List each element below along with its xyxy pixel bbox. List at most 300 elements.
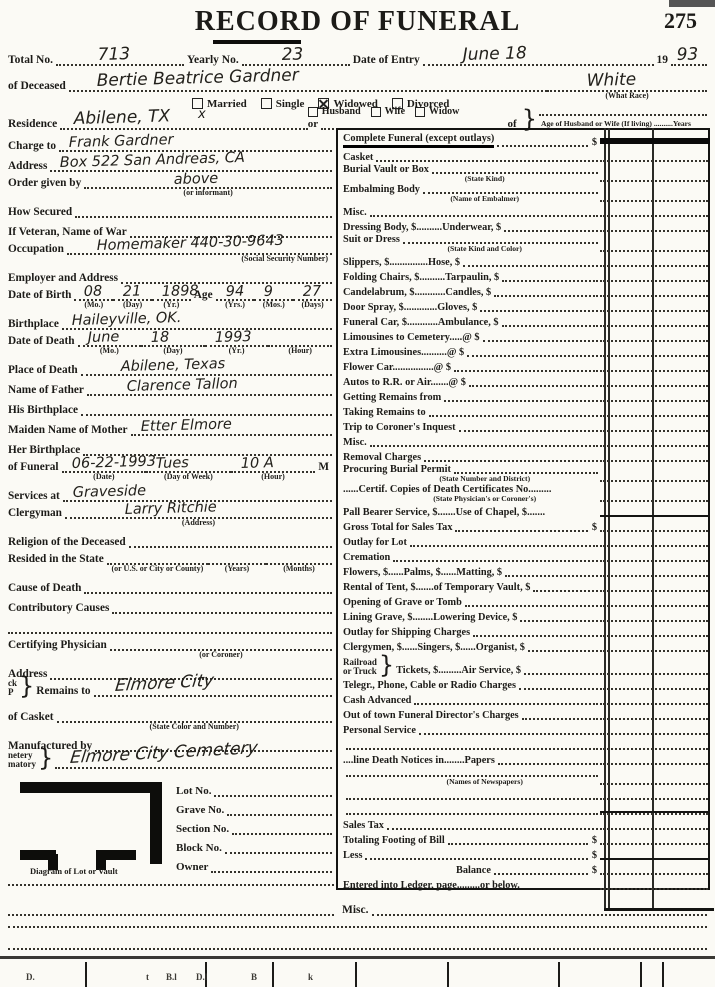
deceased-row [8, 65, 707, 100]
dotted-leader [502, 325, 598, 327]
charge-label: Flower Car................@ $ [343, 362, 451, 373]
field-label: Age [193, 289, 213, 301]
charge-item [338, 582, 600, 593]
field-row-order-given-by [8, 172, 332, 198]
field-line [232, 833, 332, 835]
field-row-clergyman [8, 499, 332, 528]
charge-item [338, 820, 600, 831]
charge-item [338, 880, 600, 891]
charge-item [338, 522, 600, 533]
dotted-leader [424, 460, 598, 462]
yearly-no-label: Yearly No. [186, 54, 239, 66]
field-sublabel: (Mo.) [99, 346, 119, 355]
field-line [211, 871, 332, 873]
field-label: Clergyman [8, 507, 62, 519]
misc-line [372, 914, 707, 916]
charge-label: Outlay for Lot [343, 537, 407, 548]
field-row-owner [176, 854, 332, 873]
dotted-leader [393, 560, 598, 562]
dotted-leader [455, 530, 587, 532]
race-value: White [586, 69, 637, 91]
handwritten-mother: Etter Elmore [140, 416, 232, 435]
dotted-leader [454, 370, 598, 372]
brace-label: Railroad [343, 657, 377, 667]
brace-label: ck [8, 678, 17, 688]
charge-label: Outlay for Shipping Charges [343, 627, 471, 638]
handwritten-date-of-death: June [87, 329, 120, 346]
charge-item [338, 184, 600, 203]
yearly-no-value: 23 [281, 44, 304, 65]
charge-label: Casket [343, 152, 374, 163]
handwritten-funeral: 10 A [240, 455, 274, 472]
field-row-cause-of-death [8, 574, 332, 594]
charge-label: Door Spray, $.............Gloves, $ [343, 302, 478, 313]
charge-row [338, 876, 708, 891]
charge-sublabel: (State Number and District) [439, 474, 531, 483]
spouse-brace: } [521, 105, 537, 133]
handwritten-birthplace: Haileyville, OK. [71, 309, 182, 329]
dotted-leader [465, 605, 598, 607]
charge-label: Entered into Ledger, page.........or below. [343, 880, 520, 891]
amount-cell [600, 763, 708, 785]
charge-item [338, 464, 600, 483]
dotted-leader [346, 748, 598, 750]
field-label: Grave No. [176, 804, 225, 816]
field-row-funeral [8, 453, 332, 482]
cemetery-diagram-block [8, 778, 332, 874]
charge-item [338, 835, 600, 846]
field-row-her-birthplace [8, 436, 332, 456]
footer-text-fragment: D.l [196, 972, 208, 982]
field-row-how-secured [8, 198, 332, 218]
of-label: of [507, 118, 517, 130]
dotted-line [8, 914, 334, 916]
charge-label: Slippers, $...............Hose, $ [343, 257, 460, 268]
entry-row [8, 43, 707, 66]
field-line [84, 170, 332, 197]
year-prefix: 19 [656, 54, 668, 66]
field-line [110, 649, 332, 659]
amount-cell [600, 873, 708, 890]
dotted-line [8, 884, 334, 886]
amount-cell [600, 180, 708, 202]
charge-label: Clergymen, $......Singers, $......Organist, $ [343, 642, 525, 653]
residence-value: Abilene, TX [73, 106, 171, 129]
brace-label: P [8, 687, 14, 697]
field-row-employer [8, 264, 332, 284]
charge-item [338, 775, 600, 786]
charge-item [338, 222, 600, 233]
charge-item [338, 302, 600, 313]
spouse-checkbox-block [308, 106, 520, 130]
charge-label: Personal Service [343, 725, 416, 736]
checkbox-label: Married [207, 97, 247, 110]
field-line [231, 455, 316, 481]
field-line [205, 328, 269, 355]
footer-rule [0, 956, 715, 959]
dollar-sign: $ [591, 850, 597, 861]
field-sublabel: (Day) [163, 346, 183, 355]
field-label: Birthplace [8, 318, 59, 330]
field-line [208, 563, 266, 573]
charge-item [338, 484, 600, 503]
dotted-leader [505, 575, 598, 577]
charge-item [338, 362, 600, 373]
footer-text-fragment: B.l [166, 972, 177, 982]
dollar-sign: $ [591, 522, 597, 533]
field-label: Manufactured by [8, 740, 93, 752]
handwritten-date-of-birth: 1898 [161, 282, 199, 300]
charges-box [336, 128, 710, 890]
charge-label: Removal Charges [343, 452, 422, 463]
charge-label: Trip to Coroner's Inquest [343, 422, 456, 433]
handwritten-father: Clarence Tallon [126, 375, 238, 395]
deceased-label: of Deceased [8, 80, 66, 92]
spouse-age-label: Age of Husband or Wife (If living) ..........Years [541, 119, 691, 128]
field-line [141, 329, 205, 355]
charge-label: Rental of Tent, $.......of Temporary Vault, $ [343, 582, 531, 593]
dotted-leader [444, 400, 598, 402]
field-label: Date of Death [8, 335, 75, 347]
field-sublabel: (Day) [123, 300, 143, 309]
field-line [214, 795, 332, 797]
charge-label: Cash Advanced [343, 695, 412, 706]
field-sublabel: (Years) [224, 564, 250, 573]
field-row-father [8, 376, 332, 396]
field-label: Name of Father [8, 384, 84, 396]
handwritten-remains-to: Elmore City [113, 670, 215, 696]
dotted-line [8, 948, 707, 950]
brace-glyph: } [19, 672, 35, 700]
field-line [57, 721, 333, 731]
field-label: Remains to [36, 685, 91, 697]
charge-label: Lining Grave, $........Lowering Device, $ [343, 612, 518, 623]
field-label: Resided in the State [8, 553, 104, 565]
field-sublabel: (Mo.) [84, 300, 104, 309]
charge-item [338, 642, 600, 653]
date-of-entry-value: June 18 [462, 43, 527, 65]
brace-labels [8, 679, 17, 697]
residence-row [8, 104, 707, 133]
charge-item [338, 152, 600, 163]
misc-row [8, 900, 707, 916]
charge-item [338, 612, 600, 623]
charge-item [338, 272, 600, 283]
footer-column-rule [558, 962, 560, 987]
total-no-label: Total No. [8, 54, 53, 66]
charge-label: Flowers, $......Palms, $......Matting, $ [343, 567, 503, 578]
dotted-leader [467, 355, 598, 357]
charge-item [338, 865, 600, 876]
dotted-leader [414, 703, 598, 705]
field-sublabel: (or Coroner) [199, 650, 243, 659]
checkbox-label: Single [275, 97, 305, 110]
field-label: Order given by [8, 177, 82, 189]
handwritten-funeral: Tues [155, 455, 190, 472]
footer-column-rule [272, 962, 274, 987]
field-row-section-no- [176, 816, 332, 835]
field-row-casket-style [8, 706, 332, 732]
lot-rows [176, 778, 332, 873]
field-label: Section No. [176, 823, 230, 835]
field-label: Religion of the Deceased [8, 536, 126, 548]
charge-label: Tickets, $.........Air Service, $ [396, 665, 522, 676]
diagram-stroke [150, 782, 162, 864]
amount-cell [600, 230, 708, 252]
field-sublabel: (Yr.) [228, 346, 245, 355]
footer-text-fragment: D. [26, 972, 35, 982]
charge-item [338, 422, 600, 433]
field-row-contributory [8, 594, 332, 614]
charge-label: Gross Total for Sales Tax [343, 522, 453, 533]
field-line [254, 283, 293, 309]
charge-item [338, 725, 600, 736]
handwritten-date-of-death: 18 [150, 329, 170, 346]
charge-item [338, 755, 600, 766]
field-row-mother [8, 416, 332, 436]
charge-label: Getting Remains from [343, 392, 442, 403]
charge-item [338, 234, 600, 253]
charge-item [338, 133, 600, 148]
charge-item [338, 437, 600, 448]
field-row-block-no- [176, 835, 332, 854]
charge-label: Totaling Footing of Bill [343, 835, 445, 846]
handwritten-address: Box 522 San Andreas, CA [59, 149, 246, 171]
checkbox-label: Widow [429, 106, 460, 117]
field-label: Address [8, 668, 48, 680]
charge-label: Pall Bearer Service, $.......Use of Chapel, $....... [343, 507, 546, 518]
brace-label: or Truck [343, 666, 377, 676]
total-no-line [56, 44, 184, 66]
charge-label: Procuring Burial Permit [343, 464, 451, 475]
charge-label: Embalming Body [343, 184, 420, 195]
field-row-date-of-death [8, 330, 332, 356]
charge-item [338, 207, 600, 218]
charge-item [338, 392, 600, 403]
handwritten-funeral: 06-22-1993 [71, 453, 156, 472]
dotted-leader [448, 843, 588, 845]
dotted-leader [494, 873, 588, 875]
dotted-leader [502, 280, 598, 282]
field-label: Cause of Death [8, 582, 82, 594]
field-sublabel: (Months) [283, 564, 315, 573]
charge-item [338, 377, 600, 388]
dotted-leader [365, 858, 587, 860]
dotted-leader [480, 310, 598, 312]
spouse-checkboxes [308, 106, 520, 117]
field-row-charge-to [8, 132, 332, 152]
field-label: His Birthplace [8, 404, 78, 416]
dotted-leader [419, 733, 598, 735]
dotted-line [8, 926, 707, 928]
dollar-sign: $ [591, 865, 597, 876]
handwritten-date-of-birth: 21 [122, 283, 142, 300]
or-label: or [307, 118, 319, 130]
spouse-age-line [539, 114, 707, 116]
field-label: Certifying Physician [8, 639, 107, 651]
charge-sublabel: (Name of Embalmer) [450, 194, 520, 203]
dotted-leader [410, 545, 598, 547]
charge-label: ......Certif. Copies of Death Certificates No......... [343, 484, 552, 495]
field-sublabel: (Hour) [288, 346, 312, 355]
dotted-leader [459, 430, 598, 432]
footer-text-fragment: k [308, 972, 314, 982]
charge-item [338, 452, 600, 463]
field-sublabel: (Social Security Number) [241, 254, 328, 263]
charge-label: Sales Tax [343, 820, 384, 831]
field-line [225, 852, 332, 854]
charge-item [338, 597, 600, 608]
charge-sublabel: (State Physician's or Coroner's) [433, 494, 537, 503]
field-label: Address [8, 160, 48, 172]
charge-sublabel: (State Kind and Color) [447, 244, 522, 253]
field-label: Charge to [8, 140, 57, 152]
field-row-grave-no- [176, 797, 332, 816]
charge-label: Limousines to Cemetery.....@ $ [343, 332, 480, 343]
checkbox-icon [371, 107, 381, 117]
dotted-leader [346, 813, 598, 815]
field-label: Place of Death [8, 364, 78, 376]
brace-glyph: } [38, 744, 54, 772]
checkbox-icon [415, 107, 425, 117]
checkbox-label: Divorced [406, 97, 450, 110]
footer-column-rule [662, 962, 664, 987]
spouse-age-block [539, 106, 707, 130]
field-label: Owner [176, 861, 209, 873]
charge-item [338, 332, 600, 343]
field-line [266, 563, 332, 573]
field-label: Block No. [176, 842, 222, 854]
footer-column-rule [640, 962, 642, 987]
residence-label: Residence [8, 118, 58, 130]
charge-label: Folding Chairs, $..........Tarpaulin, $ [343, 272, 500, 283]
dotted-leader [370, 215, 598, 217]
dotted-leader [432, 172, 598, 174]
charge-label: Funeral Car, $............Ambulance, $ [343, 317, 499, 328]
charge-label: Suit or Dress [343, 234, 400, 245]
field-row-date-of-birth [8, 284, 332, 310]
checkbox-husband [308, 106, 361, 117]
handwritten-cemetery: Elmore City Cemetery [69, 738, 260, 768]
year-line [671, 44, 707, 66]
charge-item [338, 537, 600, 548]
charge-item [338, 680, 600, 691]
field-line [55, 738, 332, 769]
dotted-leader [376, 160, 598, 162]
field-line [293, 283, 332, 309]
total-no-value: 713 [97, 44, 131, 65]
dotted-leader [497, 145, 588, 147]
charge-label: Burial Vault or Box [343, 164, 429, 175]
charge-item [338, 164, 600, 183]
charge-item [338, 287, 600, 298]
field-sublabel: (Hour) [261, 472, 285, 481]
field-row-place-of-death [8, 356, 332, 376]
handwritten-date-of-birth: 08 [83, 283, 103, 300]
dotted-leader [346, 798, 598, 800]
field-label: Contributory Causes [8, 602, 110, 614]
charge-sublabel: (Names of Newspapers) [446, 777, 523, 786]
dotted-leader [387, 828, 598, 830]
footer-column-rule [447, 962, 449, 987]
checkbox-wife [371, 106, 405, 117]
dotted-leader [533, 590, 598, 592]
dollar-sign: $ [591, 835, 597, 846]
amount-cell [600, 160, 708, 182]
field-label: Maiden Name of Mother [8, 424, 128, 436]
dotted-leader [463, 265, 598, 267]
field-row-services-at [8, 482, 332, 502]
deceased-name-value: Bertie Beatrice Gardner [96, 65, 299, 91]
charge-item [338, 257, 600, 268]
field-row-resided [8, 548, 332, 574]
charge-sublabel: (State Kind) [464, 174, 505, 183]
residence-line [60, 106, 308, 130]
field-line [227, 814, 332, 816]
brace-labels [343, 658, 377, 676]
field-sublabel: (or U.S. or City or County) [111, 564, 204, 573]
field-sublabel: (Days) [301, 300, 324, 309]
date-of-entry-line [423, 43, 654, 66]
title-underline [213, 40, 301, 44]
field-label: If Veteran, Name of War [8, 226, 127, 238]
dotted-leader [498, 763, 598, 765]
handwritten-x-mark: x [198, 107, 206, 122]
footer-text-fragment: B [251, 972, 258, 982]
field-label: Services at [8, 490, 60, 502]
field-line [107, 563, 208, 573]
field-line [152, 282, 199, 309]
charge-label: Extra Limousines..........@ $ [343, 347, 465, 358]
dotted-leader [522, 718, 598, 720]
race-line [547, 69, 707, 100]
page-number: 275 [664, 8, 697, 33]
field-line [146, 455, 231, 481]
date-of-entry-label: Date of Entry [352, 54, 420, 66]
footer-text-fragment: t [146, 972, 149, 982]
field-line [268, 345, 332, 355]
charge-label: Misc. [343, 437, 367, 448]
field-label: Occupation [8, 243, 64, 255]
checkbox-widow [415, 106, 459, 117]
dotted-leader [494, 295, 598, 297]
dotted-leader [520, 620, 598, 622]
field-row-certifying-physician [8, 634, 332, 660]
charge-label: Out of town Funeral Director's Charges [343, 710, 519, 721]
charge-item [338, 407, 600, 418]
charge-item [338, 651, 600, 679]
charge-label: Balance [456, 865, 491, 876]
field-line [62, 453, 156, 481]
field-row-religion [8, 528, 332, 548]
field-label: Employer and Address [8, 272, 119, 284]
footer-column-rule [355, 962, 357, 987]
charge-label: Taking Remains to [343, 407, 426, 418]
field-sublabel: (Yr.) [163, 300, 180, 309]
field-row-birthplace [8, 310, 332, 330]
page-title: RECORD OF FUNERAL [194, 6, 521, 37]
handwritten-date-of-birth: 9 [263, 283, 274, 300]
handwritten-clergyman: Larry Ritchie [124, 499, 217, 518]
charge-label: Candelabrum, $............Candles, $ [343, 287, 492, 298]
dotted-leader [528, 650, 598, 652]
amount-cell [600, 480, 708, 502]
field-line [94, 670, 332, 697]
dotted-leader [370, 445, 598, 447]
dotted-leader [473, 635, 598, 637]
diagram-label: Diagram of Lot or Vault [30, 866, 118, 876]
field-sublabel: (State Color and Number) [149, 722, 239, 731]
